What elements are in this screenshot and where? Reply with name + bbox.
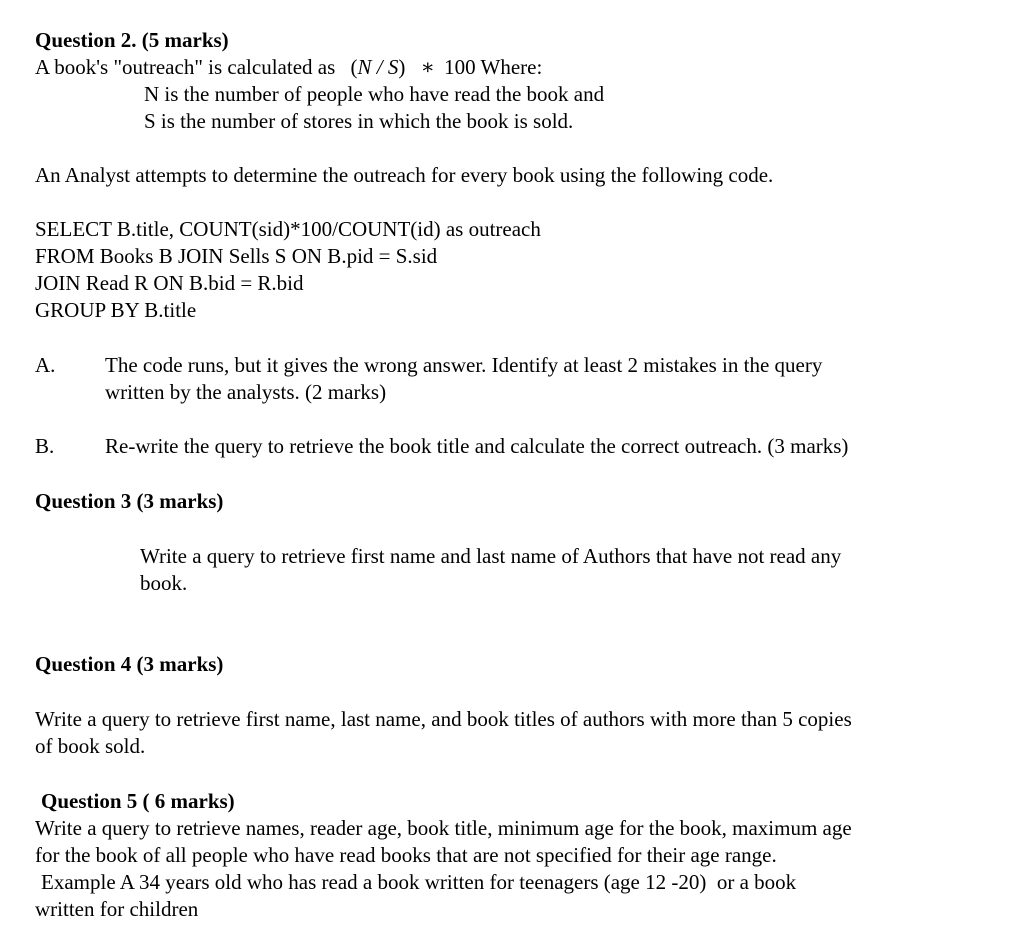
question-5-heading: Question 5 ( 6 marks) <box>41 789 235 813</box>
question-5-line-3: Example A 34 years old who has read a book written for teenagers (age 12 -20) or a book <box>41 870 797 894</box>
formula-close-paren: ) <box>398 55 406 79</box>
code-line: FROM Books B JOIN Sells S ON B.pid = S.sid <box>35 244 438 268</box>
formula-slash: / <box>371 55 388 79</box>
part-b-line-1: Re-write the query to retrieve the book title and calculate the correct outreach. (3 marks) <box>105 434 849 458</box>
definition-n: N is the number of people who have read the book and <box>144 82 605 106</box>
code-line: GROUP BY B.title <box>35 298 197 322</box>
formula-suffix: Where: <box>480 55 543 79</box>
formula-open-paren: ( <box>350 55 358 79</box>
formula-s: S <box>387 55 399 79</box>
question-5-line-4: written for children <box>35 897 199 921</box>
code-line: SELECT B.title, COUNT(sid)*100/COUNT(id) as outreach <box>35 217 541 241</box>
code-line: JOIN Read R ON B.bid = R.bid <box>35 271 304 295</box>
question-5-line-2: for the book of all people who have read books that are not specified for their age range. <box>35 843 777 867</box>
question-2-heading: Question 2. (5 marks) <box>35 28 229 52</box>
formula-hundred: 100 <box>444 55 476 79</box>
part-b-label: B. <box>35 434 55 458</box>
question-3-line-2: book. <box>140 571 188 595</box>
question-3-heading: Question 3 (3 marks) <box>35 489 224 513</box>
analyst-statement: An Analyst attempts to determine the outreach for every book using the following code. <box>35 163 774 187</box>
part-a-line-1: The code runs, but it gives the wrong answer. Identify at least 2 mistakes in the query <box>105 353 823 377</box>
formula-times: ∗ <box>420 55 435 79</box>
question-3-line-1: Write a query to retrieve first name and last name of Authors that have not read any <box>140 544 842 568</box>
intro-prefix: A book's "outreach" is calculated as <box>35 55 336 79</box>
question-4-line-2: of book sold. <box>35 734 146 758</box>
definition-s: S is the number of stores in which the book is sold. <box>144 109 574 133</box>
outreach-formula <box>351 55 543 79</box>
part-a-label: A. <box>35 353 56 377</box>
question-5-line-1: Write a query to retrieve names, reader age, book title, minimum age for the book, maximum age <box>35 816 852 840</box>
question-2-intro <box>35 54 542 81</box>
part-a-line-2: written by the analysts. (2 marks) <box>105 380 387 404</box>
formula-n: N <box>357 55 372 79</box>
question-4-heading: Question 4 (3 marks) <box>35 652 224 676</box>
question-4-line-1: Write a query to retrieve first name, last name, and book titles of authors with more than 5 copies <box>35 707 852 731</box>
